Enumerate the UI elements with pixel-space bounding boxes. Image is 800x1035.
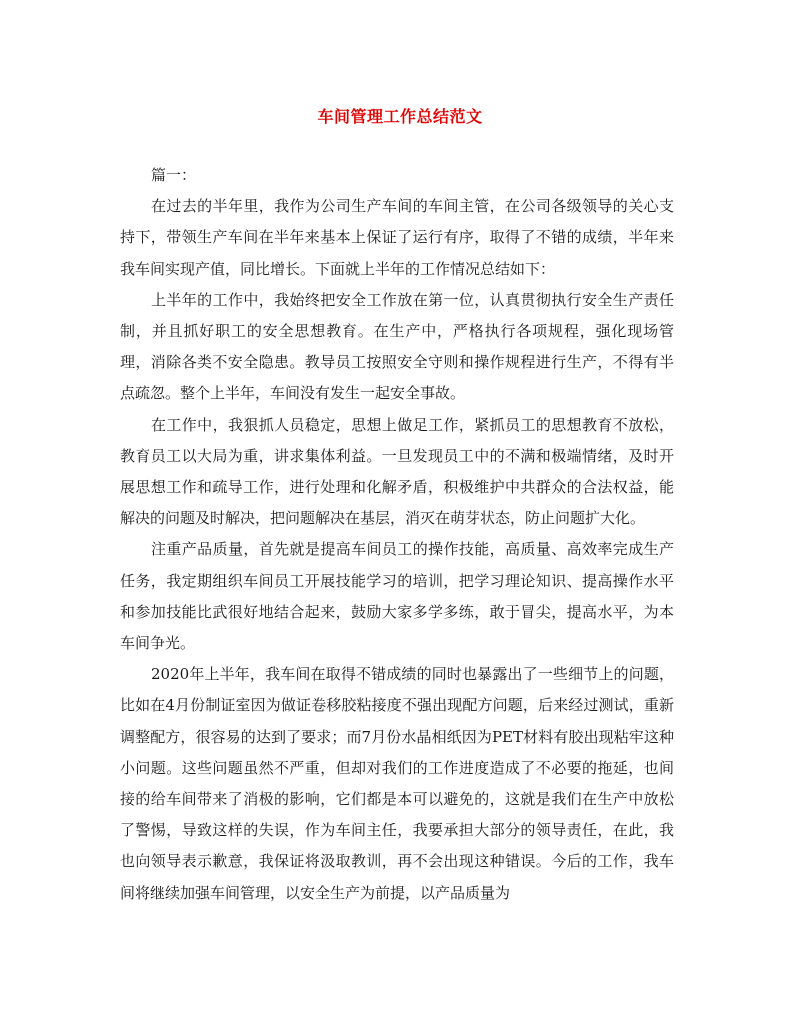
paragraph-1: 在过去的半年里，我作为公司生产车间的车间主管，在公司各级领导的关心支持下，带领生产车间在半年来基本上保证了运行有序，取得了不错的成绩，半年来我车间实现产值，同比增长。下面就上半年的工作情况总结如下： bbox=[120, 197, 674, 278]
section-label: 篇一： bbox=[151, 166, 197, 184]
document-body bbox=[120, 160, 674, 909]
paragraph-5: 2020年上半年，我车间在取得不错成绩的同时也暴露出了一些细节上的问题，比如在4月份制证室因为做证卷移胶粘接度不强出现配方问题，后来经过测试，重新调整配方，很容易的达到了要求；而7月份水晶相纸因为PET材料有胶出现粘牢这种小问题。这些问题虽然不严重，但却对我们的工作进度造成了不必要的拖延，也间接的给车间带来了消极的影响，它们都是本可以避免的，这就是我们在生产中放松了警惕，导致这样的失误，作为车间主任，我要承担大部分的领导责任，在此，我也向领导表示歉意，我保证将汲取教训，再不会出现这种错误。今后的工作，我车间将继续加强车间管理，以安全生产为前提，以产品质量为 bbox=[120, 665, 674, 902]
paragraph-2: 上半年的工作中，我始终把安全工作放在第一位，认真贯彻执行安全生产责任制，并且抓好职工的安全思想教育。在生产中，严格执行各项规程，强化现场管理，消除各类不安全隐患。教导员工按照安全守则和操作规程进行生产，不得有半点疏忽。整个上半年，车间没有发生一起安全事故。 bbox=[120, 290, 674, 403]
document-title: 车间管理工作总结范文 bbox=[317, 107, 483, 126]
paragraph-4: 注重产品质量，首先就是提高车间员工的操作技能，高质量、高效率完成生产任务，我定期组织车间员工开展技能学习的培训，把学习理论知识、提高操作水平和参加技能比武很好地结合起来，鼓励大家多学多练，敢于冒尖，提高水平，为本车间争光。 bbox=[120, 540, 674, 653]
paragraph-3: 在工作中，我狠抓人员稳定，思想上做足工作，紧抓员工的思想教育不放松，教育员工以大局为重，讲求集体利益。一旦发现员工中的不满和极端情绪，及时开展思想工作和疏导工作，进行处理和化解矛盾，积极维护中共群众的合法权益，能解决的问题及时解决，把问题解决在基层，消灭在萌芽状态，防止问题扩大化。 bbox=[120, 415, 674, 528]
